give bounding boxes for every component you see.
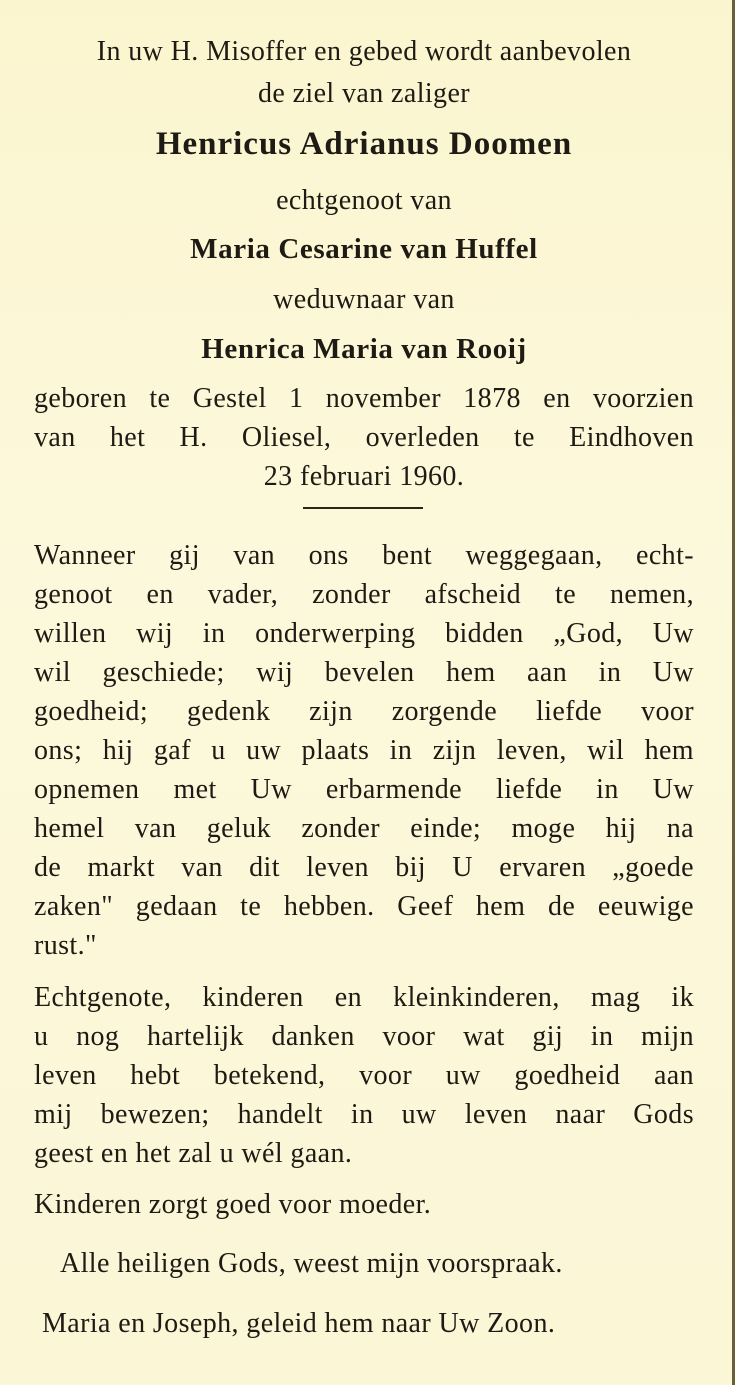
- widower-relation: weduwnaar van: [273, 284, 455, 315]
- spouse-relation: echtgenoot van: [276, 185, 452, 216]
- prayer-line: opnemen met Uw erbarmende liefde in Uw: [34, 774, 694, 805]
- thanks-line: geest en het zal u wél gaan.: [34, 1138, 353, 1169]
- birth-death-line: van het H. Oliesel, overleden te Eindhoven: [34, 422, 694, 453]
- divider-rule: [303, 507, 423, 509]
- first-spouse-name: Henrica Maria van Rooij: [201, 333, 527, 365]
- thanks-line: u nog hartelijk danken voor wat gij in mijn: [34, 1021, 694, 1052]
- thanks-line: leven hebt betekend, voor uw goedheid aan: [34, 1060, 694, 1091]
- prayer-line: de markt van dit leven bij U ervaren „goede: [34, 852, 694, 883]
- prayer-line: hemel van geluk zonder einde; moge hij na: [34, 813, 694, 844]
- prayer-line: wil geschiede; wij bevelen hem aan in Uw: [34, 657, 694, 688]
- birth-death-line: 23 februari 1960.: [263, 461, 465, 492]
- prayer-line: zaken" gedaan te hebben. Geef hem de eeuwige: [34, 891, 694, 922]
- spouse-name: Maria Cesarine van Huffel: [190, 233, 538, 265]
- prayer-line: ons; hij gaf u uw plaats in zijn leven, wil hem: [34, 735, 694, 766]
- thanks-line: Echtgenote, kinderen en kleinkinderen, mag ik: [34, 982, 694, 1013]
- intro-line-1: In uw H. Misoffer en gebed wordt aanbevolen: [96, 36, 632, 67]
- intro-line-2: de ziel van zaliger: [257, 78, 471, 109]
- birth-death-line: geboren te Gestel 1 november 1878 en voorzien: [34, 383, 694, 414]
- prayer-line: goedheid; gedenk zijn zorgende liefde voor: [34, 696, 694, 727]
- children-line: Kinderen zorgt goed voor moeder.: [34, 1189, 432, 1220]
- maria-joseph-line: Maria en Joseph, geleid hem naar Uw Zoon.: [42, 1308, 556, 1339]
- prayer-line: rust.": [34, 930, 97, 961]
- deceased-name: Henricus Adrianus Doomen: [155, 126, 573, 162]
- prayer-line: genoot en vader, zonder afscheid te nemen,: [34, 579, 694, 610]
- thanks-line: mij bewezen; handelt in uw leven naar Gods: [34, 1099, 694, 1130]
- saints-line: Alle heiligen Gods, weest mijn voorspraak.: [60, 1248, 563, 1279]
- prayer-line: Wanneer gij van ons bent weggegaan, echt-: [34, 540, 694, 571]
- prayer-line: willen wij in onderwerping bidden „God, Uw: [34, 618, 694, 649]
